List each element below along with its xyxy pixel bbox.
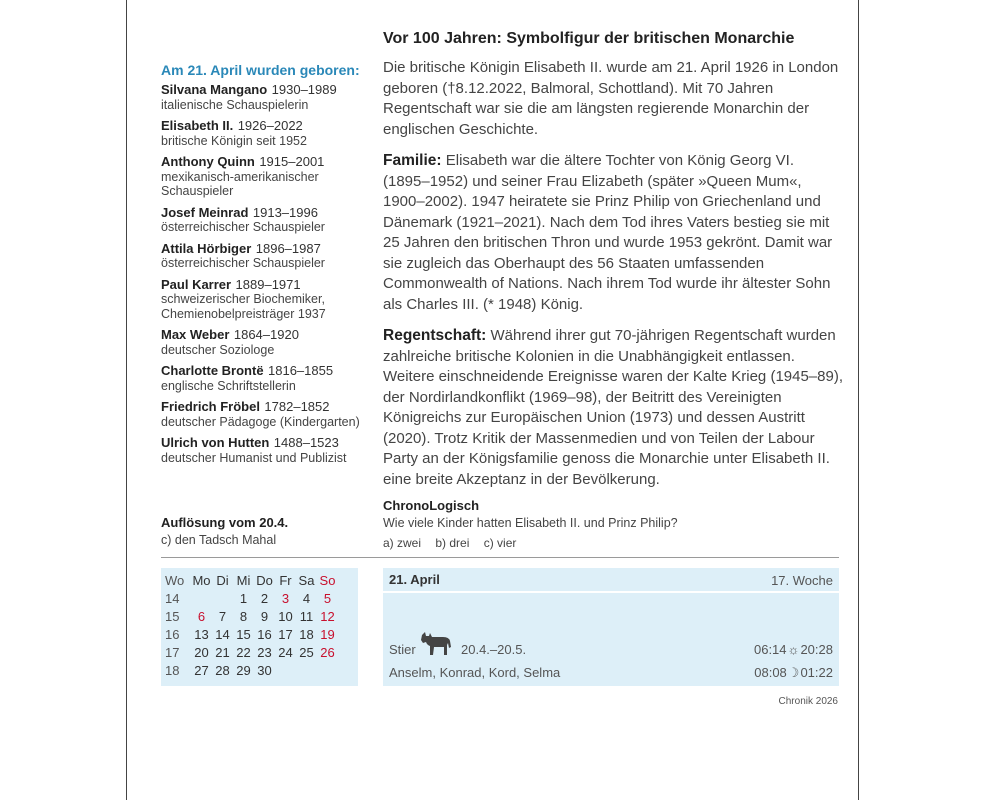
calendar-day: 27	[194, 662, 209, 678]
calendar-day: 13	[194, 626, 209, 642]
calendar-day: 26	[320, 644, 335, 660]
person-years: 1864–1920	[233, 327, 299, 342]
person-desc: deutscher Pädagoge (Kindergarten)	[161, 414, 360, 429]
calendar-day: 23	[257, 644, 272, 660]
person-desc: deutscher Soziologe	[161, 342, 275, 357]
person-years: 1816–1855	[268, 363, 334, 378]
calendar-week-row	[163, 607, 338, 625]
calendar-day: 15	[236, 626, 251, 642]
calendar-day: 18	[299, 626, 314, 642]
born-person	[161, 242, 361, 271]
born-person	[161, 328, 361, 357]
born-person	[161, 436, 361, 465]
born-person	[161, 364, 361, 393]
person-desc: mexikanisch-amerikanischer Schauspieler	[161, 169, 319, 198]
person-name: Josef Meinrad	[161, 204, 249, 220]
chrono-quiz	[383, 498, 678, 550]
article-title: Vor 100 Jahren: Symbolfigur der britischen Monarchie	[383, 30, 795, 47]
bull-icon	[419, 631, 453, 657]
calendar-day: 7	[218, 608, 227, 624]
chrono-question: Wie viele Kinder hatten Elisabeth II. und Prinz Philip?	[383, 516, 678, 530]
born-person	[161, 278, 361, 322]
person-desc: italienische Schauspielerin	[161, 97, 309, 112]
weekday-header: Di	[216, 572, 229, 588]
calendar-week-row	[163, 643, 338, 661]
born-person	[161, 206, 361, 235]
calendar-day: 20	[194, 644, 209, 660]
day-header	[383, 568, 839, 591]
calendar-day: 16	[257, 626, 272, 642]
section-text: Elisabeth war die ältere Tochter von König Georg VI. (1895–1952) und seiner Frau Elizabeth (später »Queen Mum«, 1900–2002). 1947 heiratete sie Prinz Philip von Griechenland und Dänemark (1921–2021). Nach dem Tod ihres Vaters bestieg sie mit 25 Jahren den britischen Thron und wurde 1953 gekrönt. Damit war sie zugleich das Oberhaupt des 56 Staaten umfassenden Commonwealth of Nations. Nach ihrem Tod wurde ihr ältester Sohn als Charles III. (* 1948) König.	[383, 152, 833, 313]
person-years: 1915–2001	[259, 154, 325, 169]
person-years: 1889–1971	[235, 276, 301, 292]
person-years: 1926–2022	[237, 118, 303, 133]
calendar-day: 11	[299, 608, 314, 624]
moonrise-time: 08:08	[754, 665, 787, 680]
divider	[161, 557, 839, 558]
weekday-header: Fr	[279, 572, 292, 588]
name-days: Anselm, Konrad, Kord, Selma	[389, 665, 561, 680]
week-number: 17	[165, 644, 180, 660]
sunset-time: 20:28	[800, 642, 833, 657]
chrono-options	[383, 536, 678, 550]
calendar-body	[163, 589, 338, 679]
weekday-header: Do	[256, 572, 273, 588]
calendar-day: 2	[260, 590, 269, 606]
calendar-day: 3	[281, 590, 290, 606]
calendar-day: 8	[239, 608, 248, 624]
moon-times	[754, 665, 833, 681]
zodiac-sign: Stier	[389, 642, 416, 657]
weekday-header: Mi	[236, 572, 251, 588]
calendar-week-row	[163, 661, 338, 679]
person-name: Friedrich Fröbel	[161, 399, 260, 414]
calendar-day: 25	[299, 644, 314, 660]
calendar-day: 17	[278, 626, 293, 642]
calendar-day: 21	[215, 644, 230, 660]
person-desc: schweizerischer Biochemiker, Chemienobelpreisträger 1937	[161, 292, 326, 321]
solution-title: Auflösung vom 20.4.	[161, 515, 289, 530]
moon-icon: ☽	[787, 665, 800, 680]
person-name: Ulrich von Hutten	[161, 435, 270, 450]
person-name: Charlotte Brontë	[161, 363, 264, 378]
calendar-day	[317, 661, 338, 679]
calendar-page	[126, 0, 859, 800]
person-desc: britische Königin seit 1952	[161, 133, 307, 148]
calendar-week-row	[163, 589, 338, 607]
calendar-day: 28	[215, 662, 230, 678]
calendar-day: 30	[257, 662, 272, 678]
person-name: Anthony Quinn	[161, 154, 255, 169]
sun-times	[754, 642, 833, 657]
week-number: 18	[165, 662, 180, 678]
chrono-title: ChronoLogisch	[383, 498, 480, 513]
calendar-day: 10	[278, 608, 293, 624]
calendar-day: 12	[320, 608, 335, 624]
calendar-day	[296, 661, 317, 679]
chrono-option-a: a) zwei	[383, 536, 422, 550]
solution-box	[161, 515, 288, 547]
calendar-header-row	[163, 571, 338, 589]
weekday-header: Mo	[192, 572, 211, 588]
week-number: 14	[165, 590, 180, 606]
article-intro: Die britische Königin Elisabeth II. wurde am 21. April 1926 in London geboren (†8.12.2022, Balmoral, Schottland). Mit 70 Jahren Regentschaft war sie die am längsten regierende Monarchin der englischen Geschichte.	[383, 59, 839, 138]
day-date: 21. April	[389, 572, 440, 587]
zodiac-range: 20.4.–20.5.	[461, 642, 527, 657]
moonset-time: 01:22	[800, 665, 833, 680]
born-person	[161, 155, 361, 199]
calendar-day: 1	[239, 590, 248, 606]
article-section-reign	[383, 326, 843, 490]
calendar-day: 19	[320, 626, 335, 642]
person-name: Attila Hörbiger	[161, 240, 252, 256]
born-person	[161, 119, 361, 148]
section-lead: Familie:	[383, 152, 442, 169]
person-years: 1782–1852	[264, 399, 330, 414]
person-years: 1488–1523	[273, 435, 339, 450]
person-desc: österreichischer Schauspieler	[161, 256, 325, 270]
calendar-day	[212, 589, 233, 607]
person-years: 1930–1989	[271, 82, 337, 97]
person-years: 1913–1996	[252, 204, 318, 220]
calendar-day: 9	[260, 608, 269, 624]
calendar-day: 14	[215, 626, 230, 642]
footer-label: Chronik 2026	[778, 696, 838, 707]
person-desc: englische Schriftstellerin	[161, 378, 296, 393]
person-years: 1896–1987	[255, 240, 321, 256]
born-list	[161, 83, 361, 472]
person-name: Elisabeth II.	[161, 118, 234, 133]
month-calendar	[161, 568, 358, 686]
section-lead: Regentschaft:	[383, 327, 487, 344]
week-number: 15	[165, 608, 180, 624]
solution-text: c) den Tadsch Mahal	[161, 533, 277, 547]
person-desc: deutscher Humanist und Publizist	[161, 450, 347, 465]
weekday-header: So	[319, 572, 336, 588]
calendar-day: 24	[278, 644, 293, 660]
person-name: Silvana Mangano	[161, 82, 268, 97]
calendar-week-row	[163, 625, 338, 643]
born-person	[161, 400, 361, 429]
calendar-day: 5	[323, 590, 332, 606]
article-section-family	[383, 151, 843, 315]
person-desc: österreichischer Schauspieler	[161, 220, 325, 234]
day-details	[383, 593, 839, 686]
calendar-table	[163, 571, 338, 679]
week-number: 16	[165, 626, 180, 642]
sun-icon: ☼	[787, 642, 800, 657]
day-week: 17. Woche	[771, 573, 833, 588]
calendar-day	[191, 589, 212, 607]
calendar-day: 4	[302, 590, 311, 606]
article	[383, 30, 843, 501]
chrono-option-c: c) vier	[483, 536, 517, 550]
weekday-header: Wo	[165, 572, 185, 588]
person-name: Paul Karrer	[161, 276, 232, 292]
born-heading: Am 21. April wurden geboren:	[161, 62, 360, 78]
section-text: Während ihrer gut 70-jährigen Regentschaft wurden zahlreiche britische Kolonien in die Unabhängigkeit entlassen. Weitere einschneidende Ereignisse waren der Kalte Krieg (1945–89), der Nordirlandkonflikt (1969–98), der Beitritt des Vereinigten Königreichs zur Europäischen Union (1973) und dessen Austritt (2020). Trotz Kritik der Massenmedien und von Teilen der Labour Party an der Königsfamilie genoss die Monarchie unter Elisabeth II. eine breite Akzeptanz in der Bevölkerung.	[383, 327, 843, 488]
chrono-option-b: b) drei	[435, 536, 470, 550]
calendar-day: 22	[236, 644, 251, 660]
calendar-day: 6	[197, 608, 206, 624]
sunrise-time: 06:14	[753, 642, 787, 657]
weekday-header: Sa	[298, 572, 315, 588]
person-name: Max Weber	[161, 327, 230, 342]
calendar-day: 29	[236, 662, 251, 678]
calendar-day	[275, 661, 296, 679]
born-person	[161, 83, 361, 112]
